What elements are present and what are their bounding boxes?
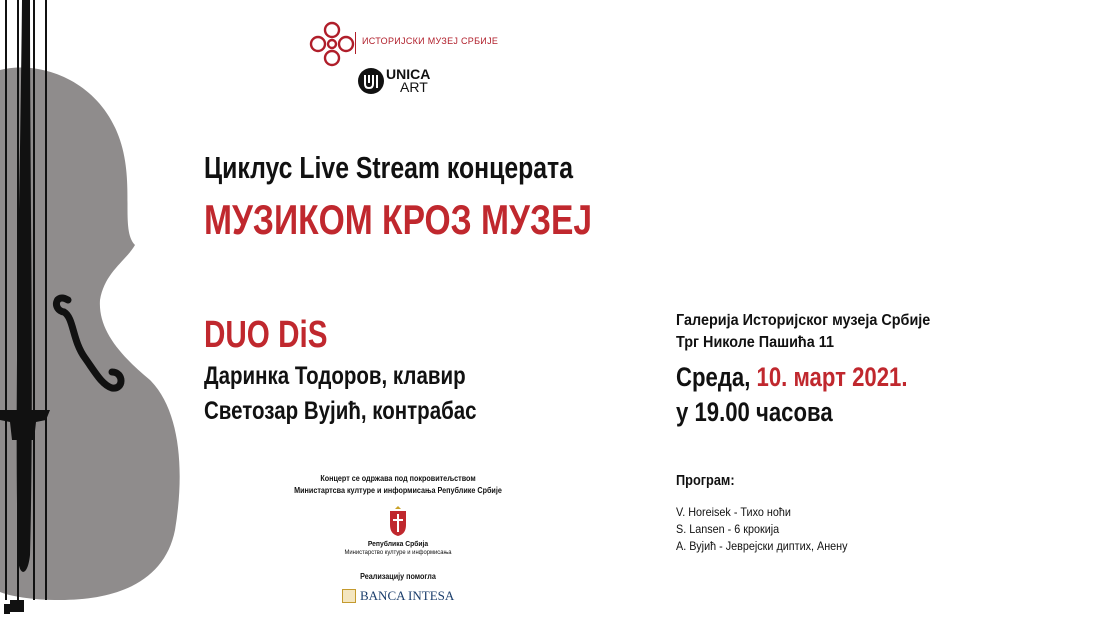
patronage-text — [281, 473, 515, 497]
coat-of-arms-icon — [388, 505, 408, 537]
unica-art-logo-icon — [356, 66, 386, 96]
concert-time: у 19.00 часова — [676, 397, 833, 427]
double-bass-illustration — [0, 0, 200, 619]
patronage-line1: Концерт се одржава под покровитељством — [320, 474, 476, 483]
patronage-line2: Министартсва културе и информисања Републике Србије — [294, 486, 502, 495]
partner-line2: ART — [400, 79, 428, 95]
program-item: A. Вујић - Јеврејски диптих, Анену — [676, 539, 848, 553]
bank-logo — [342, 588, 454, 604]
concert-date — [676, 362, 907, 393]
performer-piano: Даринка Тодоров, клавир — [204, 362, 466, 390]
cycle-title: Циклус Live Stream концерата — [204, 150, 573, 185]
support-label: Реализацију помогла — [360, 572, 436, 581]
museum-logo-icon — [306, 20, 358, 68]
logo-divider — [355, 32, 356, 54]
program-item: V. Horeisek - Тихо ноћи — [676, 505, 791, 519]
concert-series-title: МУЗИКОМ КРОЗ МУЗЕЈ — [204, 196, 593, 243]
endpin — [4, 600, 24, 614]
bank-logo-icon — [342, 589, 356, 603]
ministry-country: Република Србија — [367, 539, 429, 548]
performer-bass: Светозар Вујић, контрабас — [204, 397, 477, 425]
partner-name — [386, 68, 430, 94]
venue-name: Галерија Историјског музеја Србије — [676, 312, 931, 329]
group-name: DUO DiS — [204, 314, 328, 356]
ministry-name: Министарство културе и информисања — [344, 549, 452, 556]
partner-line1: UNICA — [386, 66, 431, 82]
venue-address: Трг Николе Пашића 11 — [676, 334, 834, 351]
bank-name: BANCA INTESA — [360, 588, 455, 603]
program-item: S. Lansen - 6 крокија — [676, 522, 780, 536]
concert-date-value: 10. март 2021. — [756, 362, 908, 392]
concert-day: Среда, — [676, 362, 751, 392]
museum-name: ИСТОРИЈСКИ МУЗЕЈ СРБИЈЕ — [362, 36, 499, 46]
program-heading: Програм: — [676, 472, 735, 489]
